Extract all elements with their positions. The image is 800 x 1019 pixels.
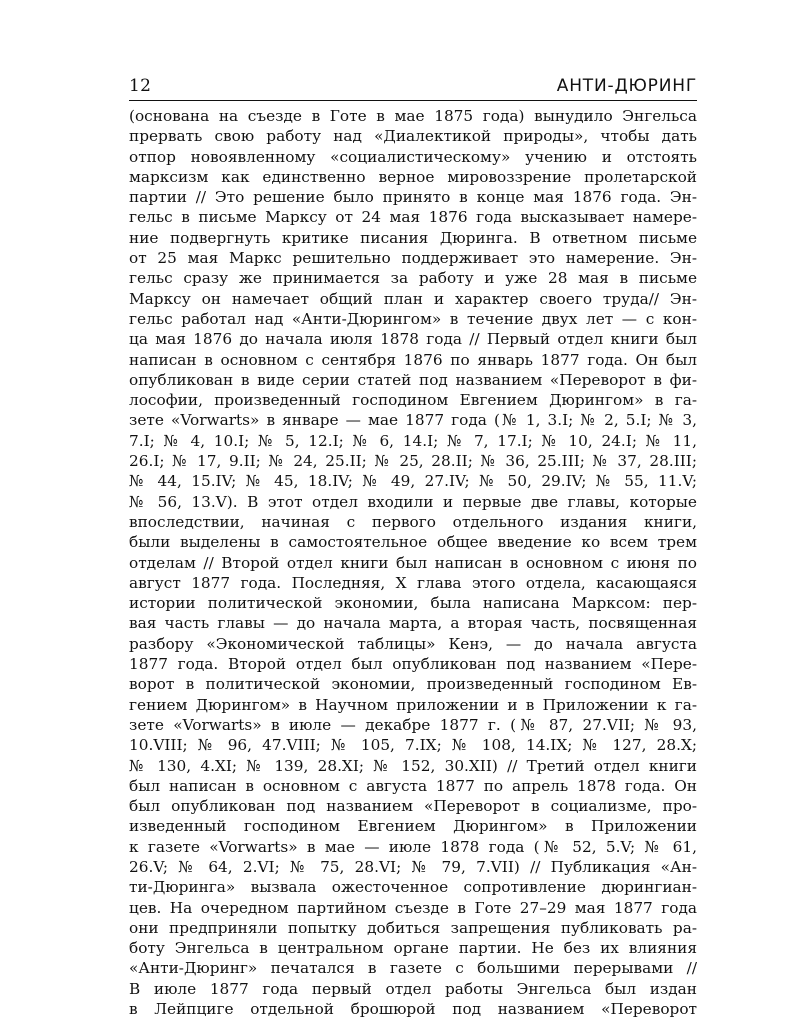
- text-line: В июле 1877 года первый отдел работы Энгельса был издан: [129, 979, 697, 998]
- text-line: прервать свою работу над «Диалектикой природы», чтобы дать: [129, 127, 697, 146]
- text-line: боту Энгельса в центральном органе партии. Не без их влияния: [129, 939, 697, 958]
- text-line: 7.I; № 4, 10.I; № 5, 12.I; № 6, 14.I; № 7, 17.I; № 10, 24.I; № 11,: [129, 431, 697, 450]
- text-line: ти-Дюринга» вызвала ожесточенное сопротивление дюрингиан-: [129, 878, 697, 897]
- text-line: вая часть главы — до начала марта, а вторая часть, посвященная: [129, 614, 697, 633]
- text-line: к газете «Vorwarts» в мае — июле 1878 года (№ 52, 5.V; № 61,: [129, 837, 697, 856]
- text-line: № 56, 13.V). В этот отдел входили и первые две главы, которые: [129, 492, 697, 511]
- text-line: 1877 года. Второй отдел был опубликован под названием «Пере-: [129, 655, 697, 674]
- text-line: был написан в основном с августа 1877 по апрель 1878 года. Он: [129, 776, 697, 795]
- text-line: они предприняли попытку добиться запрещения публиковать ра-: [129, 918, 697, 937]
- text-line: ние подвергнуть критике писания Дюринга. В ответном письме: [129, 228, 697, 247]
- text-line: гельс сразу же принимается за работу и уже 28 мая в письме: [129, 269, 697, 288]
- text-line: разбору «Экономической таблицы» Кенэ, — до начала августа: [129, 634, 697, 653]
- text-line: партии // Это решение было принято в конце мая 1876 года. Эн-: [129, 188, 697, 207]
- text-line: зете «Vorwarts» в июле — декабре 1877 г. (№ 87, 27.VII; № 93,: [129, 715, 697, 734]
- running-title: АНТИ-ДЮРИНГ: [556, 76, 697, 96]
- text-line: опубликован в виде серии статей под названием «Переворот в фи-: [129, 370, 697, 389]
- text-line: марксизм как единственно верное мировоззрение пролетарской: [129, 167, 697, 186]
- text-line: написан в основном с сентября 1876 по январь 1877 года. Он был: [129, 350, 697, 369]
- text-line: зете «Vorwarts» в январе — мае 1877 года (№ 1, 3.I; № 2, 5.I; № 3,: [129, 411, 697, 430]
- text-line: № 130, 4.XI; № 139, 28.XI; № 152, 30.XII) // Третий отдел книги: [129, 756, 697, 775]
- text-line: Марксу он намечает общий план и характер своего труда// Эн-: [129, 289, 697, 308]
- text-line: изведенный господином Евгением Дюрингом» в Приложении: [129, 817, 697, 836]
- text-line: от 25 мая Маркс решительно поддерживает это намерение. Эн-: [129, 249, 697, 268]
- text-line: ворот в политической экономии, произведенный господином Ев-: [129, 675, 697, 694]
- body-text: [129, 106, 697, 1019]
- text-line: были выделены в самостоятельное общее введение ко всем трем: [129, 533, 697, 552]
- text-line: истории политической экономии, была написана Марксом: пер-: [129, 594, 697, 613]
- text-line: 10.VIII; № 96, 47.VIII; № 105, 7.IX; № 108, 14.IX; № 127, 28.X;: [129, 736, 697, 755]
- page-header: [129, 70, 697, 101]
- text-line: № 44, 15.IV; № 45, 18.IV; № 49, 27.IV; № 50, 29.IV; № 55, 11.V;: [129, 472, 697, 491]
- text-line: был опубликован под названием «Переворот в социализме, про-: [129, 797, 697, 816]
- text-line: гением Дюрингом» в Научном приложении и в Приложении к га-: [129, 695, 697, 714]
- text-line: отделам // Второй отдел книги был написан в основном с июня по: [129, 553, 697, 572]
- page-number: 12: [129, 76, 152, 96]
- text-line: август 1877 года. Последняя, X глава этого отдела, касающаяся: [129, 573, 697, 592]
- text-line: 26.I; № 17, 9.II; № 24, 25.II; № 25, 28.II; № 36, 25.III; № 37, 28.III;: [129, 452, 697, 471]
- text-line: ца мая 1876 до начала июля 1878 года // Первый отдел книги был: [129, 330, 697, 349]
- text-line: (основана на съезде в Готе в мае 1875 года) вынудило Энгельса: [129, 107, 697, 125]
- text-line: гельс в письме Марксу от 24 мая 1876 года высказывает намере-: [129, 208, 697, 227]
- text-line: 26.V; № 64, 2.VI; № 75, 28.VI; № 79, 7.VII) // Публикация «Ан-: [129, 857, 697, 876]
- text-line: впоследствии, начиная с первого отдельного издания книги,: [129, 512, 697, 531]
- text-line: отпор новоявленному «социалистическому» учению и отстоять: [129, 147, 697, 166]
- text-line: лософии, произведенный господином Евгением Дюрингом» в га-: [129, 391, 697, 410]
- text-line: гельс работал над «Анти-Дюрингом» в течение двух лет — с кон-: [129, 309, 697, 328]
- text-line: в Лейпциге отдельной брошюрой под названием «Переворот: [129, 1000, 697, 1019]
- text-line: цев. На очередном партийном съезде в Готе 27–29 мая 1877 года: [129, 898, 697, 917]
- text-line: «Анти-Дюринг» печатался в газете с большими перерывами //: [129, 959, 697, 978]
